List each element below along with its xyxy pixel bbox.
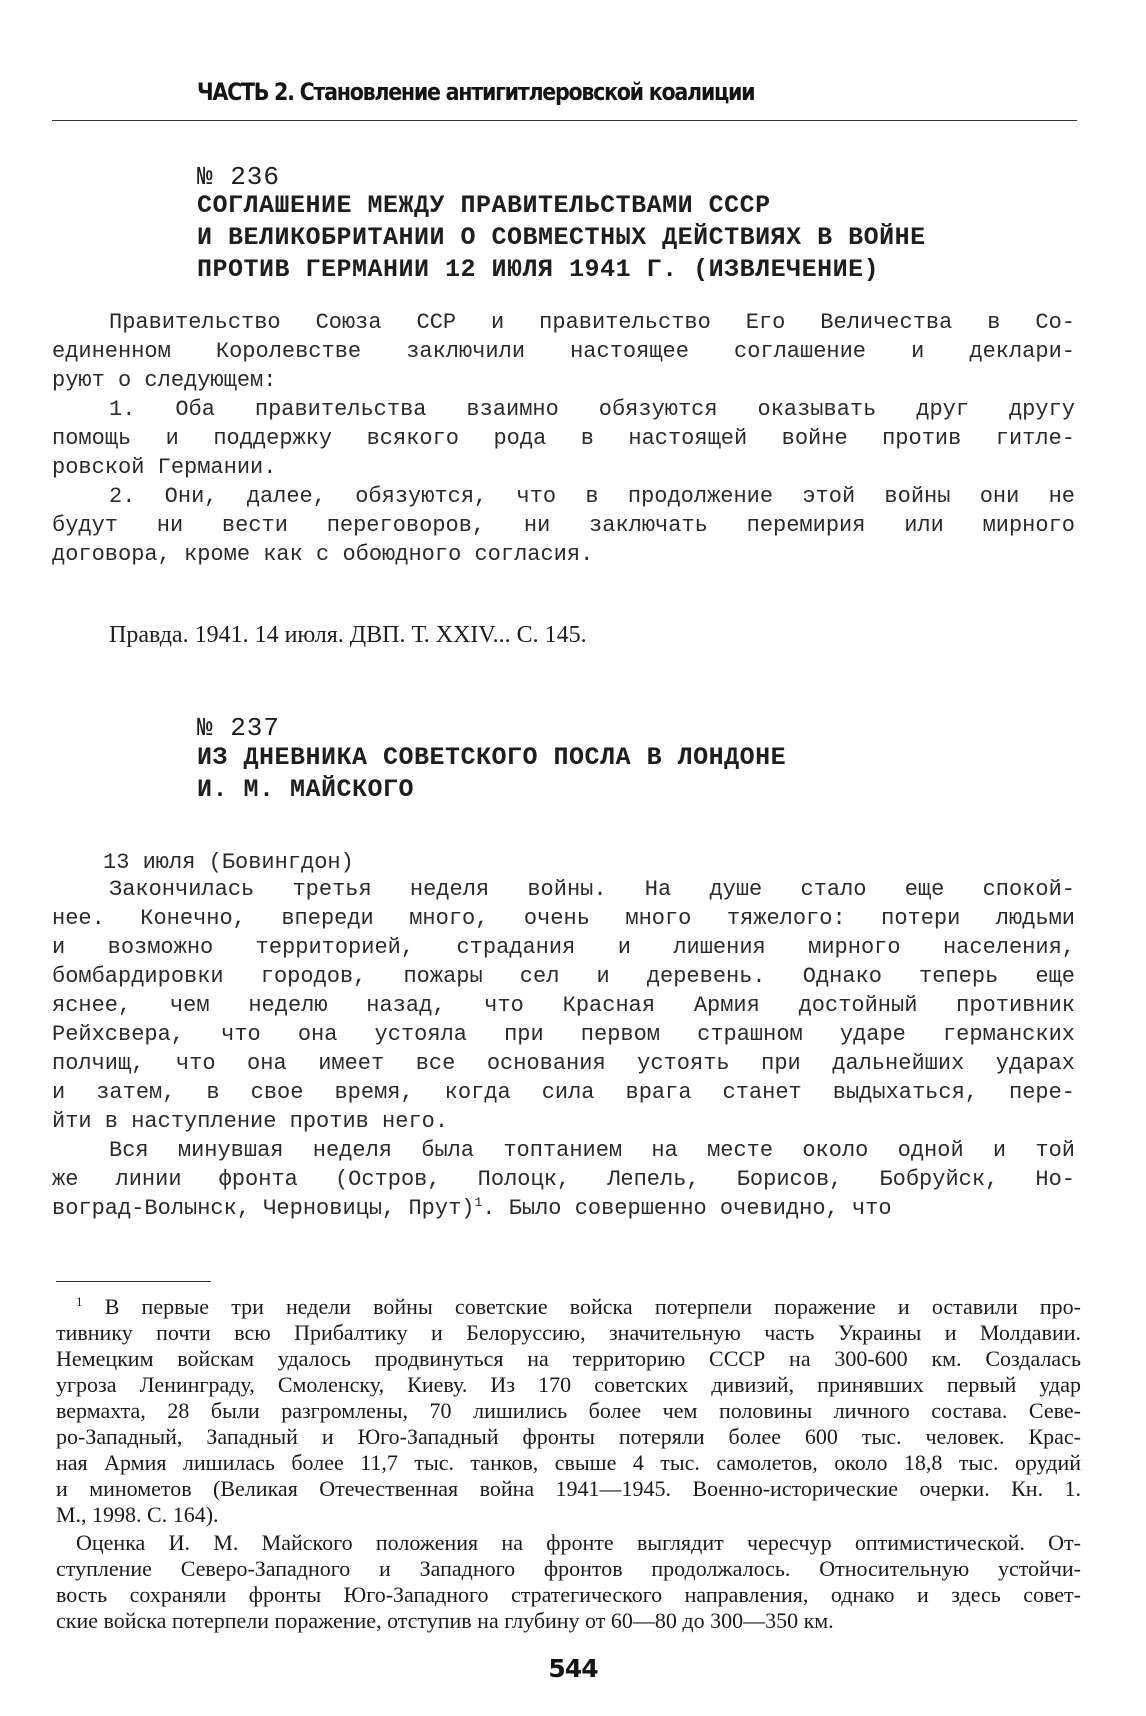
running-header: ЧАСТЬ 2. Становление антигитлеровской коалиции bbox=[197, 78, 755, 106]
footnote-reference[interactable]: 1 bbox=[474, 1195, 483, 1210]
footnote-line: ро-Западный, Западный и Юго-Западный фронты потеряли более 600 тыс. человек. Крас- bbox=[56, 1424, 1081, 1449]
footnote-marker: 1 bbox=[76, 1294, 83, 1309]
doc-237-title bbox=[197, 742, 786, 806]
doc-236-body-line: 2. Они, далее, обязуются, что в продолжение этой войны они не bbox=[109, 484, 1075, 509]
doc-237-title-line: ИЗ ДНЕВНИКА СОВЕТСКОГО ПОСЛА В ЛОНДОНЕ bbox=[197, 743, 787, 772]
doc-237-body-line: и затем, в свое время, когда сила врага станет выдыхаться, пере- bbox=[52, 1080, 1075, 1105]
doc-237-body-line: нее. Конечно, впереди много, очень много тяжелого: потери людьми bbox=[52, 906, 1075, 931]
doc-237-body-text: Было совершенно очевидно, что bbox=[508, 1196, 892, 1221]
doc-237-body-line: же линии фронта (Остров, Полоцк, Лепель, Борисов, Бобруйск, Но- bbox=[52, 1167, 1075, 1192]
doc-236-body-line: единенном Королевстве заключили настоящее соглашение и деклари- bbox=[52, 339, 1075, 364]
page-number: 544 bbox=[548, 1654, 598, 1683]
doc-236-title bbox=[197, 190, 926, 286]
footnote-line bbox=[76, 1294, 1081, 1320]
doc-236-body-line: руют о следующем: bbox=[52, 368, 277, 393]
doc-236-title-line: ПРОТИВ ГЕРМАНИИ 12 ИЮЛЯ 1941 Г. (ИЗВЛЕЧЕНИЕ) bbox=[197, 255, 880, 284]
doc-237-body-line: Вся минувшая неделя была топтанием на месте около одной и той bbox=[109, 1138, 1075, 1163]
footnote-text: В первые три недели войны советские войска потерпели поражение и оставили про- bbox=[104, 1294, 1081, 1319]
footnote-line: угроза Ленинграду, Смоленску, Киеву. Из 170 советских дивизий, принявших первый удар bbox=[56, 1372, 1081, 1397]
doc-237-body-line: полчищ, что она имеет все основания устоять при дальнейших ударах bbox=[52, 1051, 1075, 1076]
footnote-line: тивнику почти всю Прибалтику и Белоруссию, значительную часть Украины и Молдавии. bbox=[56, 1320, 1081, 1345]
footnote-line: Немецким войскам удалось продвинуться на территорию СССР на 300-600 км. Создалась bbox=[56, 1346, 1081, 1371]
doc-236-body-line: 1. Оба правительства взаимно обязуются оказывать друг другу bbox=[109, 397, 1075, 422]
footnote-line: и минометов (Великая Отечественная война 1941—1945. Военно-исторические очерки. Кн. 1. bbox=[56, 1476, 1081, 1501]
footnote-line: вермахта, 28 были разгромлены, 70 лишились более чем половины личного состава. Севе- bbox=[56, 1398, 1081, 1423]
doc-236-body-line: Правительство Союза ССР и правительство Его Величества в Со- bbox=[109, 310, 1075, 335]
doc-237-body-line: бомбардировки городов, пожары сел и деревень. Однако теперь еще bbox=[52, 964, 1075, 989]
footnote-line: ские войска потерпели поражение, отступив на глубину от 60—80 до 300—350 км. bbox=[56, 1608, 834, 1633]
doc-237-body-line: Закончилась третья неделя войны. На душе стало еще спокой- bbox=[109, 877, 1075, 902]
doc-237-body-line: яснее, чем неделю назад, что Красная Армия достойный противник bbox=[52, 993, 1075, 1018]
doc-236-body-line: помощь и поддержку всякого рода в настоящей войне против гитле- bbox=[52, 426, 1075, 451]
doc-236-body-line: ровской Германии. bbox=[52, 455, 277, 480]
footnote-line: ступление Северо-Западного и Западного фронтов продолжалось. Относительную устойчи- bbox=[56, 1556, 1081, 1581]
doc-237-number: № 237 bbox=[197, 713, 281, 743]
footnote-line: ная Армия лишилась более 11,7 тыс. танков, свыше 4 тыс. самолетов, около 18,8 тыс. орудий bbox=[56, 1450, 1081, 1475]
doc-237-title-line: И. М. МАЙСКОГО bbox=[197, 775, 415, 804]
footnote-line: вость сохраняли фронты Юго-Западного стратегического направления, однако и здесь совет- bbox=[56, 1582, 1081, 1607]
doc-236-number: № 236 bbox=[197, 162, 281, 192]
doc-236-body-line: будут ни вести переговоров, ни заключать перемирия или мирного bbox=[52, 513, 1075, 538]
doc-236-body-line: договора, кроме как с обоюдного согласия. bbox=[52, 542, 594, 567]
header-rule bbox=[52, 120, 1077, 121]
doc-237-body-line: воград-Волынск, Черновицы, Прут)$^1$. Было совершенно очевидно, что bbox=[52, 1195, 892, 1221]
footnote-line: Оценка И. М. Майского положения на фронте выглядит чересчур оптимистической. От- bbox=[76, 1530, 1081, 1555]
doc-236-title-line: СОГЛАШЕНИЕ МЕЖДУ ПРАВИТЕЛЬСТВАМИ СССР bbox=[197, 191, 771, 220]
doc-236-source: Правда. 1941. 14 июля. ДВП. Т. XXIV... С. 145. bbox=[109, 622, 587, 648]
doc-236-title-line: И ВЕЛИКОБРИТАНИИ О СОВМЕСТНЫХ ДЕЙСТВИЯХ В ВОЙНЕ bbox=[197, 223, 926, 252]
doc-237-body-text: воград-Волынск, Черновицы, Прут) bbox=[52, 1196, 475, 1221]
doc-237-body-line: Рейхсвера, что она устояла при первом страшном ударе германских bbox=[52, 1022, 1075, 1047]
doc-237-date-line: 13 июля (Бовингдон) bbox=[103, 850, 354, 875]
doc-237-body-line: йти в наступление против него. bbox=[52, 1109, 449, 1134]
footnote-line: М., 1998. С. 164). bbox=[56, 1502, 219, 1527]
doc-237-body-line: и возможно территорией, страдания и лишения мирного населения, bbox=[52, 935, 1075, 960]
footnote-rule bbox=[56, 1281, 211, 1282]
